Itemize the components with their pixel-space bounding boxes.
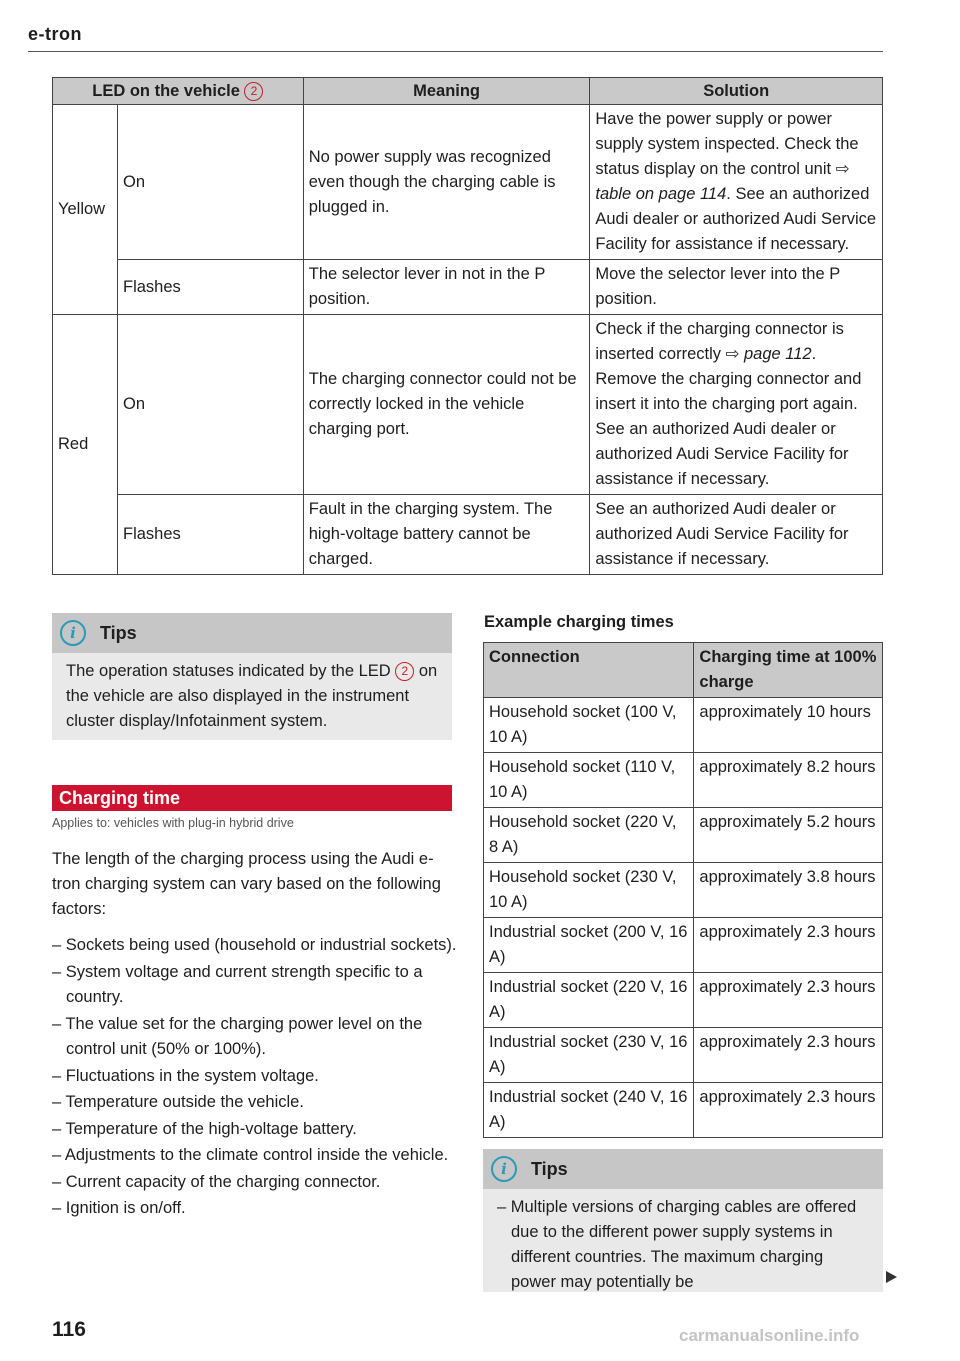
header-connection: Connection: [484, 643, 694, 698]
example-charging-times-title: Example charging times: [484, 613, 674, 631]
applies-to-note: Applies to: vehicles with plug-in hybrid drive: [52, 816, 294, 830]
connection-cell: Industrial socket (230 V, 16 A): [484, 1028, 694, 1083]
table-row: [484, 1028, 883, 1083]
connection-cell: Household socket (220 V, 8 A): [484, 808, 694, 863]
led-state: Flashes: [117, 495, 303, 575]
page-number: 116: [52, 1318, 86, 1341]
info-icon: i: [60, 620, 86, 646]
factors-list: [52, 933, 457, 1223]
tips-header: [483, 1149, 883, 1189]
tips-title: Tips: [100, 622, 137, 643]
table-row: [53, 495, 883, 575]
table-row: [484, 863, 883, 918]
tips-text: The operation statuses indicated by the LED 2 on the vehicle are also displayed in the instrument cluster display/Infotainment system.: [66, 662, 438, 730]
table-header-row: [484, 643, 883, 698]
page-reference-link[interactable]: ⇨ table on page 114: [595, 160, 850, 203]
table-row: [484, 918, 883, 973]
header-meaning: Meaning: [303, 78, 590, 105]
time-cell: approximately 5.2 hours: [694, 808, 883, 863]
header-solution: Solution: [590, 78, 883, 105]
list-item: – Fluctuations in the system voltage.: [52, 1066, 319, 1085]
meaning-cell: Fault in the charging system. The high-voltage battery cannot be charged.: [303, 495, 590, 575]
time-cell: approximately 8.2 hours: [694, 753, 883, 808]
time-cell: approximately 2.3 hours: [694, 1083, 883, 1138]
section-title-charging-time: Charging time: [52, 785, 452, 811]
charging-intro-paragraph: The length of the charging process using the Audi e-tron charging system can vary based on the following factors:: [52, 850, 441, 918]
connection-cell: Household socket (100 V, 10 A): [484, 698, 694, 753]
header-divider: [28, 51, 883, 52]
ref-number-2-icon: 2: [244, 82, 263, 101]
tips-header: [52, 613, 452, 653]
watermark: carmanualsonline.info: [679, 1326, 860, 1345]
header-charging-time: Charging time at 100% charge: [694, 643, 883, 698]
time-cell: approximately 2.3 hours: [694, 1028, 883, 1083]
ref-number-2-icon: 2: [395, 662, 414, 681]
list-item: – System voltage and current strength specific to a country.: [52, 962, 423, 1006]
led-state: Flashes: [117, 260, 303, 315]
connection-cell: Industrial socket (240 V, 16 A): [484, 1083, 694, 1138]
tips-title: Tips: [531, 1158, 568, 1179]
solution-cell: See an authorized Audi dealer or authorized Audi Service Facility for assistance if necessary.: [590, 495, 883, 575]
connection-cell: Industrial socket (200 V, 16 A): [484, 918, 694, 973]
connection-cell: Industrial socket (220 V, 16 A): [484, 973, 694, 1028]
table-row: [484, 808, 883, 863]
table-row: [53, 105, 883, 260]
list-item: – The value set for the charging power level on the control unit (50% or 100%).: [52, 1014, 423, 1058]
solution-cell: Move the selector lever into the P position.: [590, 260, 883, 315]
table-row: [484, 1083, 883, 1138]
header-led: LED on the vehicle 2: [53, 78, 304, 105]
meaning-cell: The selector lever in not in the P position.: [303, 260, 590, 315]
list-item: – Temperature of the high-voltage battery.: [52, 1119, 357, 1138]
time-cell: approximately 2.3 hours: [694, 918, 883, 973]
meaning-cell: No power supply was recognized even though the charging cable is plugged in.: [303, 105, 590, 260]
charging-times-table: [483, 642, 883, 1138]
led-status-table: [52, 77, 883, 575]
table-row: [484, 753, 883, 808]
list-item: – Ignition is on/off.: [52, 1199, 186, 1217]
solution-cell: Check if the charging connector is inserted correctly ⇨ page 112. Remove the charging connector and insert it into the charging port again. See an authorized Audi dealer or authorized Audi Service Facility for assistance if necessary.: [590, 315, 883, 495]
connection-cell: Household socket (110 V, 10 A): [484, 753, 694, 808]
time-cell: approximately 3.8 hours: [694, 863, 883, 918]
time-cell: approximately 10 hours: [694, 698, 883, 753]
led-color-red: Red: [53, 315, 118, 575]
list-item: – Adjustments to the climate control inside the vehicle.: [52, 1146, 449, 1164]
continue-arrow-icon: [886, 1271, 897, 1283]
tips-text: [483, 1189, 883, 1292]
list-item: – Multiple versions of charging cables are offered due to the different power supply systems in different countries. The maximum charging power may potentially be: [497, 1198, 857, 1291]
connection-cell: Household socket (230 V, 10 A): [484, 863, 694, 918]
list-item: – Temperature outside the vehicle.: [52, 1093, 304, 1111]
page-header-title: e-tron: [28, 24, 82, 44]
table-row: [484, 698, 883, 753]
solution-cell: Have the power supply or power supply system inspected. Check the status display on the control unit ⇨ table on page 114. See an authorized Audi dealer or authorized Audi Service Facility for assistance if necessary.: [590, 105, 883, 260]
time-cell: approximately 2.3 hours: [694, 973, 883, 1028]
meaning-cell: The charging connector could not be correctly locked in the vehicle charging port.: [303, 315, 590, 495]
tips-list: [497, 1195, 869, 1292]
table-header-row: [53, 78, 883, 105]
list-item: – Current capacity of the charging connector.: [52, 1172, 381, 1191]
tips-box-led: [52, 613, 452, 740]
led-color-yellow: Yellow: [53, 105, 118, 315]
list-item: – Sockets being used (household or industrial sockets).: [52, 936, 457, 954]
tips-box-charging: [483, 1149, 883, 1292]
led-state: On: [117, 315, 303, 495]
led-state: On: [117, 105, 303, 260]
page-reference-link[interactable]: ⇨ page 112: [725, 345, 812, 363]
table-row: [53, 315, 883, 495]
table-row: [53, 260, 883, 315]
table-row: [484, 973, 883, 1028]
info-icon: i: [491, 1156, 517, 1182]
